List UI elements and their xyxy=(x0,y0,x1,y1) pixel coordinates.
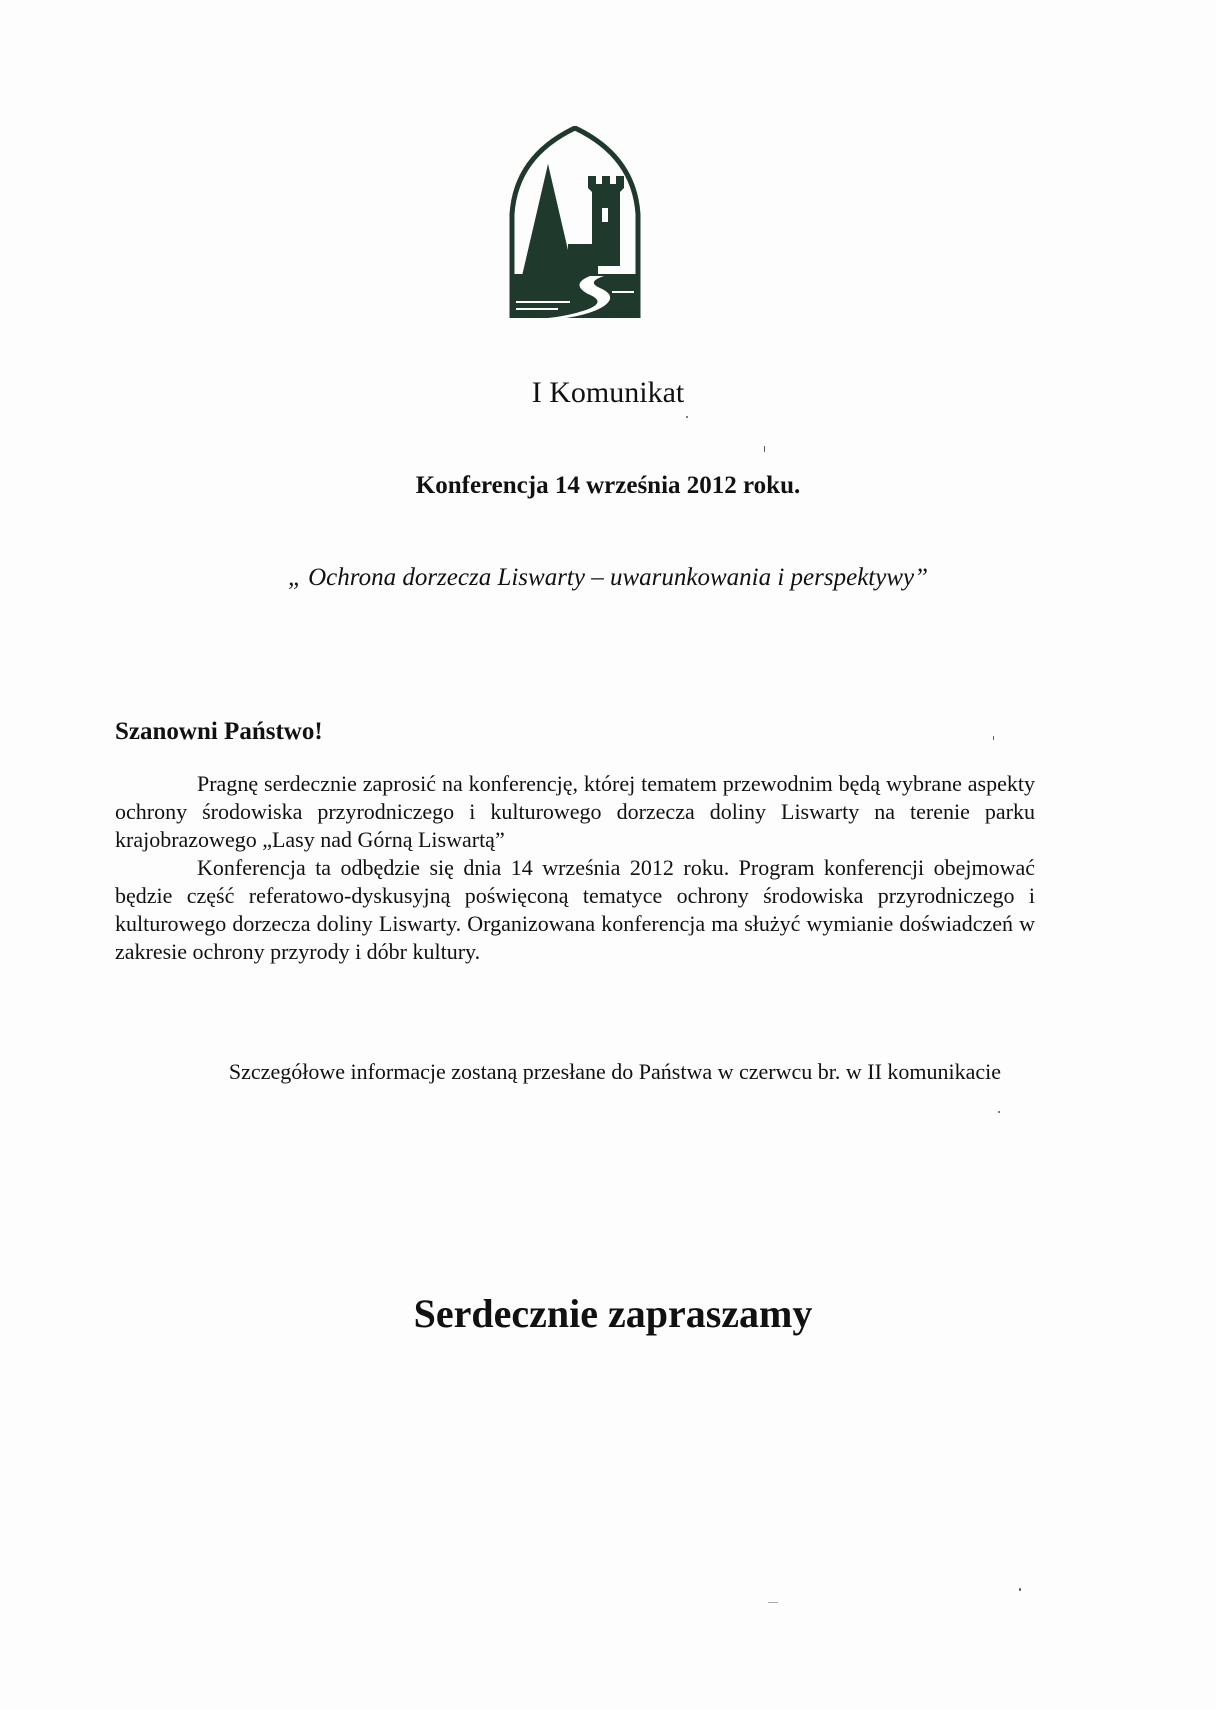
salutation: Szanowni Państwo! xyxy=(115,718,323,745)
paragraph-program: Konferencja ta odbędzie się dnia 14 września 2012 roku. Program konferencji obejmować będzie część referatowo-dyskusyjną poświęconą tematyce ochrony środowiska przyrodniczego i kulturowego dorzecza doliny Liswarty. Organizowana konferencja ma służyć wymianie doświadczeń w zakresie ochrony przyrody i dóbr kultury. xyxy=(115,855,1035,964)
park-emblem-icon xyxy=(508,126,642,318)
info-line: Szczegółowe informacje zostaną przesłane do Państwa w czerwcu br. w II komunikacie xyxy=(228,1059,1002,1084)
closing-line: Serdecznie zapraszamy xyxy=(413,1291,813,1336)
conference-date: Konferencja 14 września 2012 roku. xyxy=(415,472,801,499)
conference-topic: „ Ochrona dorzecza Liswarty – uwarunkowania i perspektywy” xyxy=(287,564,929,591)
invitation-body xyxy=(115,770,1035,966)
paragraph-invitation: Pragnę serdecznie zaprosić na konferencję, której tematem przewodnim będą wybrane aspekty ochrony środowiska przyrodniczego i kulturowego dorzecza doliny Liswarty na terenie parku krajobrazowego „Lasy nad Górną Liswartą” xyxy=(115,771,1035,852)
document-heading: I Komunikat xyxy=(531,376,685,409)
